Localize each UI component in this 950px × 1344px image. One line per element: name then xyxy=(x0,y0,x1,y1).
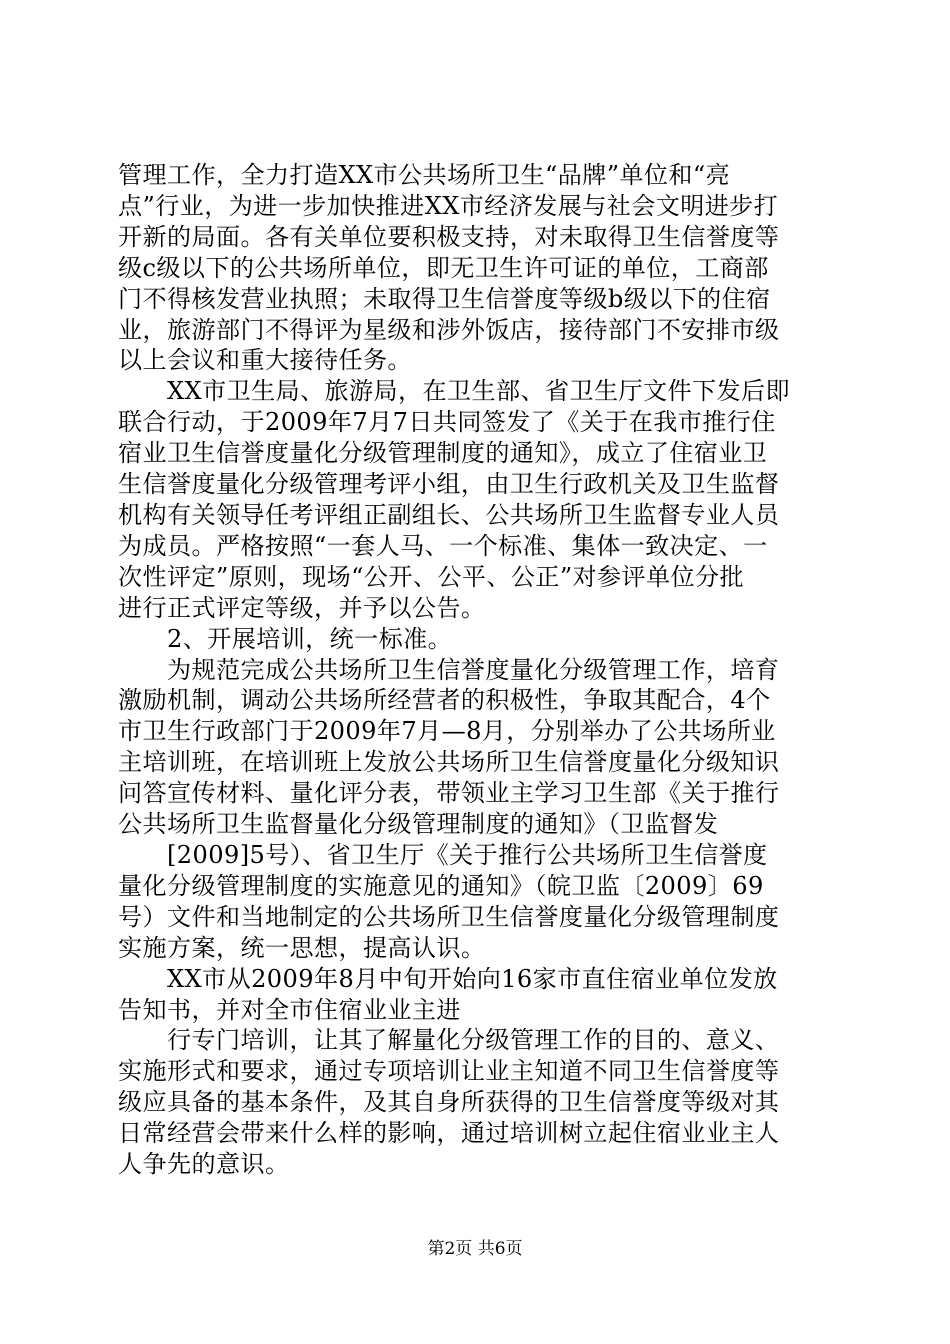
text-line: 实施形式和要求，通过专项培训让业主知道不同卫生信誉度等 xyxy=(118,1057,780,1086)
text-line: 级应具备的基本条件，及其自身所获得的卫生信誉度等级对其 xyxy=(118,1088,780,1117)
text-line: 点”行业，为进一步加快推进XX市经济发展与社会文明进步打 xyxy=(118,191,779,220)
text-line: 以上会议和重大接待任务。 xyxy=(118,346,412,375)
text-line: 业，旅游部门不得评为星级和涉外饭店，接待部门不安排市级 xyxy=(118,315,780,344)
text-line: 市卫生行政部门于2009年7月—8月，分别举办了公共场所业 xyxy=(118,717,776,746)
text-line: 宿业卫生信誉度量化分级管理制度的通知》，成立了住宿业卫 xyxy=(118,439,768,468)
text-line: 开新的局面。各有关单位要积极支持，对未取得卫生信誉度等 xyxy=(118,222,780,251)
text-line: 机构有关领导任考评组正副组长、公共场所卫生监督专业人员 xyxy=(118,501,780,529)
text-line: 联合行动，于2009年7月7日共同签发了《关于在我市推行住 xyxy=(118,408,776,437)
text-line: XX市从2009年8月中旬开始向16家市直住宿业单位发放 xyxy=(118,964,778,993)
page-number-footer: 第2页 共6页 xyxy=(427,1239,523,1259)
text-line: 量化分级管理制度的实施意见的通知》（皖卫监〔2009〕69 xyxy=(118,871,764,900)
text-line: 公共场所卫生监督量化分级管理制度的通知》（卫监督发 xyxy=(118,810,719,839)
text-line: 2、开展培训，统一标准。 xyxy=(118,624,453,653)
text-line: 进行正式评定等级，并予以公告。 xyxy=(118,593,486,622)
text-line: 日常经营会带来什么样的影响，通过培训树立起住宿业业主人 xyxy=(118,1119,780,1148)
text-line: 号）文件和当地制定的公共场所卫生信誉度量化分级管理制度 xyxy=(118,902,780,931)
text-line: XX市卫生局、旅游局，在卫生部、省卫生厅文件下发后即 xyxy=(118,377,790,406)
text-line: 管理工作，全力打造XX市公共场所卫生“品牌”单位和“亮 xyxy=(118,161,731,189)
text-line: 实施方案，统一思想，提高认识。 xyxy=(118,933,486,962)
text-line: 人争先的意识。 xyxy=(118,1150,290,1179)
text-line: 级c级以下的公共场所单位，即无卫生许可证的单位，工商部 xyxy=(118,253,769,282)
text-line: 激励机制，调动公共场所经营者的积极性，争取其配合，4个 xyxy=(118,686,771,715)
text-line: 主培训班，在培训班上发放公共场所卫生信誉度量化分级知识 xyxy=(118,748,780,777)
text-line: 行专门培训，让其了解量化分级管理工作的目的、意义、 xyxy=(118,1026,780,1055)
text-line: 次性评定”原则，现场“公开、公平、公正”对参评单位分批 xyxy=(118,562,745,591)
text-line: 为成员。严格按照“一套人马、一个标准、集体一致决定、一 xyxy=(118,531,768,560)
text-line: 为规范完成公共场所卫生信誉度量化分级管理工作，培育 xyxy=(118,655,780,684)
text-line: 告知书，并对全市住宿业业主进 xyxy=(118,995,461,1024)
text-line: 问答宣传材料、量化评分表，带领业主学习卫生部《关于推行 xyxy=(118,779,780,808)
text-line: 门不得核发营业执照；未取得卫生信誉度等级b级以下的住宿 xyxy=(118,284,771,313)
text-line: 生信誉度量化分级管理考评小组，由卫生行政机关及卫生监督 xyxy=(118,470,780,499)
text-line: [2009]5号）、省卫生厅《关于推行公共场所卫生信誉度 xyxy=(118,841,768,869)
